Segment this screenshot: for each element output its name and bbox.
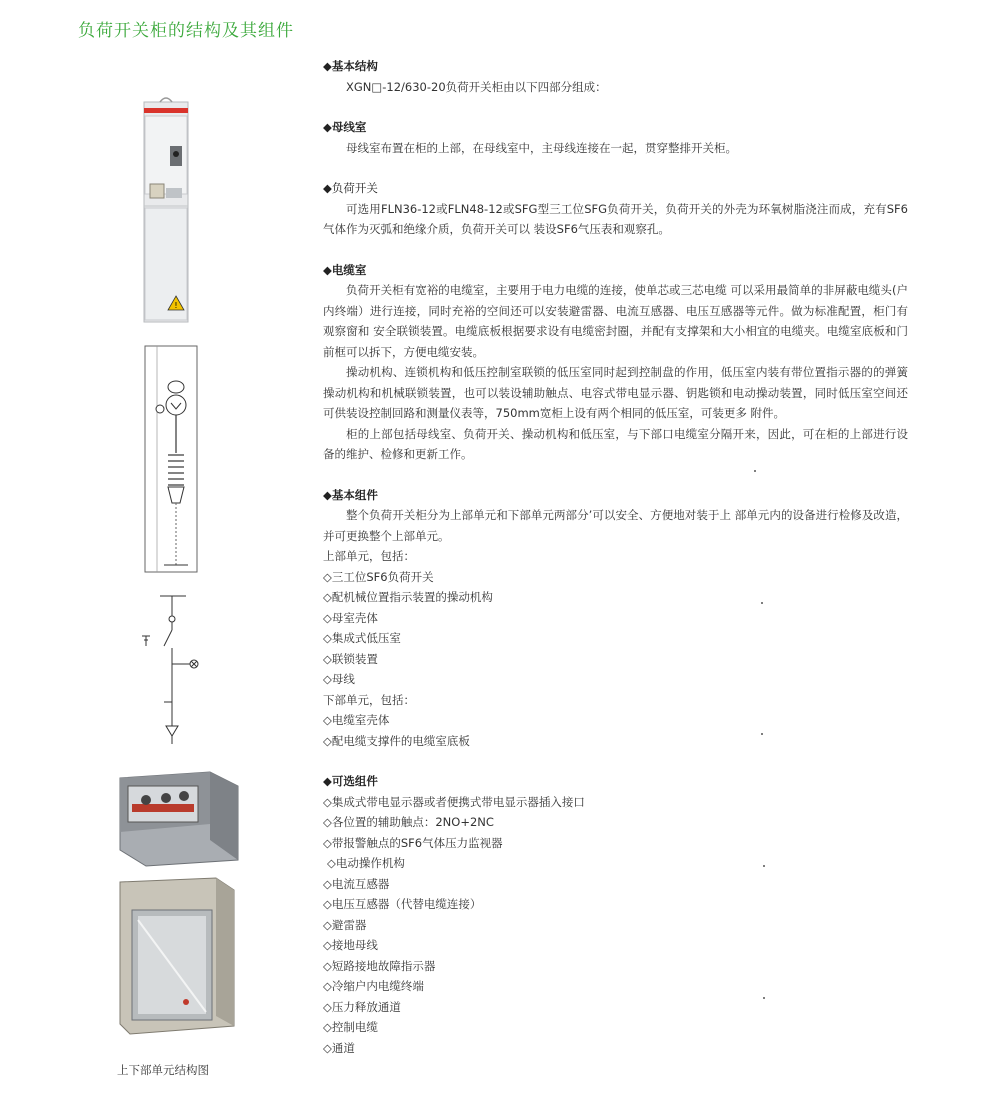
load-switch-text: 可选用FLN36-12或FLN48-12或SFG型三工位SFG负荷开关，负荷开关的外壳为环氧树脂浇注而成，充有SF6气体作为灭弧和绝缘介质，负荷开关可以 装设SF6气压表和观察孔。 bbox=[323, 201, 908, 236]
list-item: ◇电动操作机构 bbox=[327, 856, 405, 870]
list-item: ◇压力释放通道 bbox=[323, 999, 401, 1014]
cable-room-para2: 操动机构、连锁机构和低压控制室联锁的低压室同时起到控制盘的作用，低压室内装有带位置指示器的的弹簧操动机构和机械联锁装置，也可以装设辅助触点、电容式带电显示器、钥匙锁和电动操动装置，同时低压室空间还可供装设控制回路和测量仪表等，750mm宽柜上设有两个相同的低压室，可装更多 附件。 bbox=[323, 365, 908, 420]
figure-caption: 上下部单元结构图 bbox=[117, 1063, 209, 1077]
list-item: ◇接地母线 bbox=[323, 938, 378, 952]
list-item: ◇集成式低压室 bbox=[323, 631, 401, 645]
list-item: ◇电缆室壳体 bbox=[323, 713, 390, 727]
list-item: ◇短路接地故障指示器 bbox=[323, 958, 436, 973]
list-item: ◇母室壳体 bbox=[323, 610, 378, 625]
list-item: ◇避雷器 bbox=[323, 917, 367, 932]
list-item: ◇三工位SF6负荷开关 bbox=[323, 569, 434, 584]
basic-structure-text: XGN□-12/630-20负荷开关柜由以下四部分组成： bbox=[346, 79, 607, 94]
cable-room-para1: 负荷开关柜有宽裕的电缆室，主要用于电力电缆的连接，使单芯或三芯电缆 可以采用最简单的非屏蔽电缆头(户内终端）进行连接，同时充裕的空间还可以安装避雷器、电流互感器、电压互感器等元件。做为标准配置，柜门有观察窗和 安全联锁装置。电缆底板根据要求设有电缆密封圈，并配有支撑架和大小相宜的电缆夹。电缆室底板和门前框可以拆下，方便电缆安装。 bbox=[323, 283, 908, 359]
list-item: ◇集成式带电显示器或者便携式带电显示器插入接口 bbox=[323, 794, 585, 809]
basic-structure-heading: ◆基本结构 bbox=[323, 59, 378, 73]
list-item: ◇联锁装置 bbox=[323, 651, 378, 666]
lower-unit-label: 下部单元，包括： bbox=[323, 692, 415, 707]
load-switch-heading: ◆负荷开关 bbox=[323, 181, 378, 195]
svg-text:!: ! bbox=[174, 301, 178, 310]
lower-unit-photo bbox=[116, 876, 238, 1036]
cabinet-photo bbox=[140, 96, 192, 324]
list-item: ◇配机械位置指示装置的操动机构 bbox=[323, 590, 493, 604]
text-column bbox=[323, 56, 908, 1058]
list-item: ◇配电缆支撑件的电缆室底板 bbox=[323, 733, 470, 748]
basic-components-heading: ◆基本组件 bbox=[323, 487, 378, 502]
upper-unit-label: 上部单元，包括： bbox=[323, 549, 415, 563]
busbar-room-text: 母线室布置在柜的上部，在母线室中，主母线连接在一起，贯穿整排开关柜。 bbox=[346, 140, 737, 155]
list-item: ◇各位置的辅助触点：2NO+2NC bbox=[323, 815, 494, 829]
optional-components-heading: ◆可选组件 bbox=[323, 774, 378, 788]
list-item: ◇冷缩户内电缆终端 bbox=[323, 979, 424, 993]
list-item: ◇电流互感器 bbox=[323, 876, 390, 891]
upper-unit-photo bbox=[114, 770, 240, 868]
busbar-room-heading: ◆母线室 bbox=[323, 120, 367, 134]
section-drawing bbox=[142, 343, 200, 575]
schematic-diagram bbox=[134, 594, 210, 746]
list-item: ◇带报警触点的SF6气体压力监视器 bbox=[323, 835, 503, 850]
page-title: 负荷开关柜的结构及其组件 bbox=[78, 21, 294, 41]
cable-room-para3: 柜的上部包括母线室、负荷开关、操动机构和低压室，与下部口电缆室分隔开来，因此，可在柜的上部进行设备的维护、检修和更新工作。 bbox=[323, 426, 908, 461]
list-item: ◇电压互感器（代替电缆连接） bbox=[323, 897, 482, 911]
list-item: ◇通道 bbox=[323, 1040, 355, 1055]
list-item: ◇控制电缆 bbox=[323, 1020, 378, 1034]
basic-components-text: 整个负荷开关柜分为上部单元和下部单元两部分’可以安全、方便地对装于上 部单元内的设备进行检修及改造，并可更换整个上部单元。 bbox=[323, 508, 908, 543]
list-item: ◇母线 bbox=[323, 672, 355, 686]
cable-room-heading: ◆电缆室 bbox=[323, 262, 367, 277]
